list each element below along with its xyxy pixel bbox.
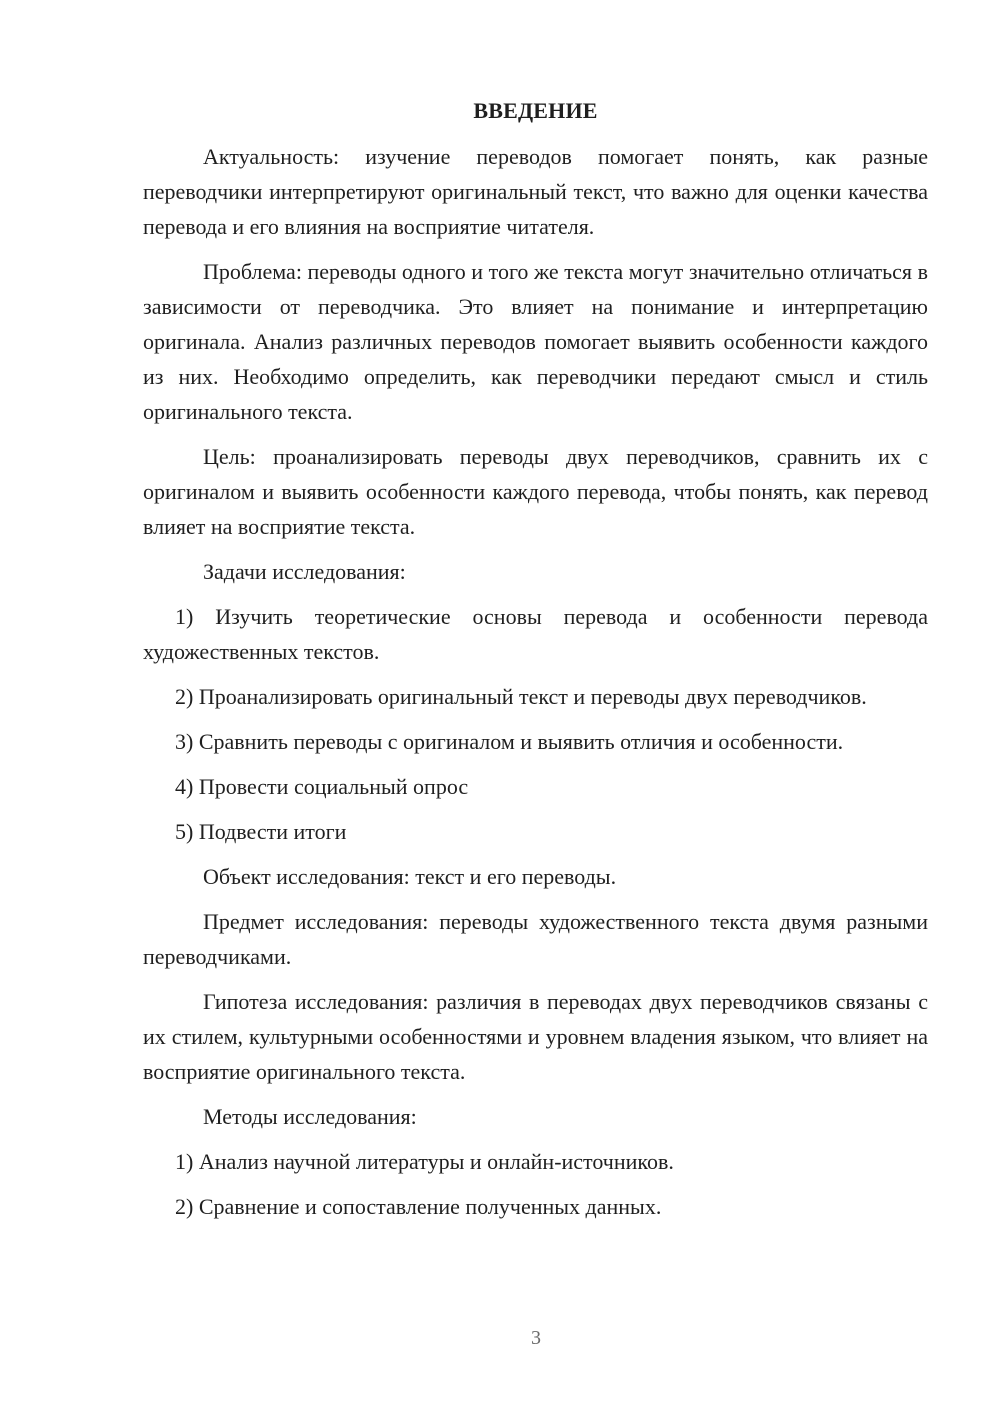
task-item: 3) Сравнить переводы с оригиналом и выявить отличия и особенности. (175, 729, 844, 754)
task-item: 1) Изучить теоретические основы перевода и особенности перевода художественных текстов. (143, 604, 928, 664)
task-item: 4) Провести социальный опрос (175, 774, 469, 799)
method-item: 1) Анализ научной литературы и онлайн-источников. (175, 1149, 674, 1174)
method-item: 2) Сравнение и сопоставление полученных данных. (175, 1194, 662, 1219)
page-body (143, 93, 928, 1234)
relevance-paragraph: Актуальность: изучение переводов помогает понять, как разные переводчики интерпретируют оригинальный текст, что важно для оценки качества перевода и его влияния на восприятие читателя. (143, 144, 928, 239)
task-item: 2) Проанализировать оригинальный текст и переводы двух переводчиков. (175, 684, 867, 709)
subject-paragraph: Предмет исследования: переводы художественного текста двумя разными переводчиками. (143, 909, 928, 969)
object-paragraph: Объект исследования: текст и его переводы. (203, 864, 617, 889)
methods-heading: Методы исследования: (203, 1104, 417, 1129)
page-number: 3 (531, 1327, 541, 1349)
tasks-heading: Задачи исследования: (203, 559, 406, 584)
hypothesis-paragraph: Гипотеза исследования: различия в переводах двух переводчиков связаны с их стилем, культурными особенностями и уровнем владения языком, что влияет на восприятие оригинального текста. (143, 989, 928, 1084)
section-heading: ВВЕДЕНИЕ (473, 98, 598, 123)
problem-paragraph: Проблема: переводы одного и того же текста могут значительно отличаться в зависимости от переводчика. Это влияет на понимание и интерпретацию оригинала. Анализ различных переводов помогает выявить особенности каждого из них. Необходимо определить, как переводчики передают смысл и стиль оригинального текста. (143, 259, 928, 424)
goal-paragraph: Цель: проанализировать переводы двух переводчиков, сравнить их с оригиналом и выявить особенности каждого перевода, чтобы понять, как перевод влияет на восприятие текста. (143, 444, 928, 539)
task-item: 5) Подвести итоги (175, 819, 347, 844)
